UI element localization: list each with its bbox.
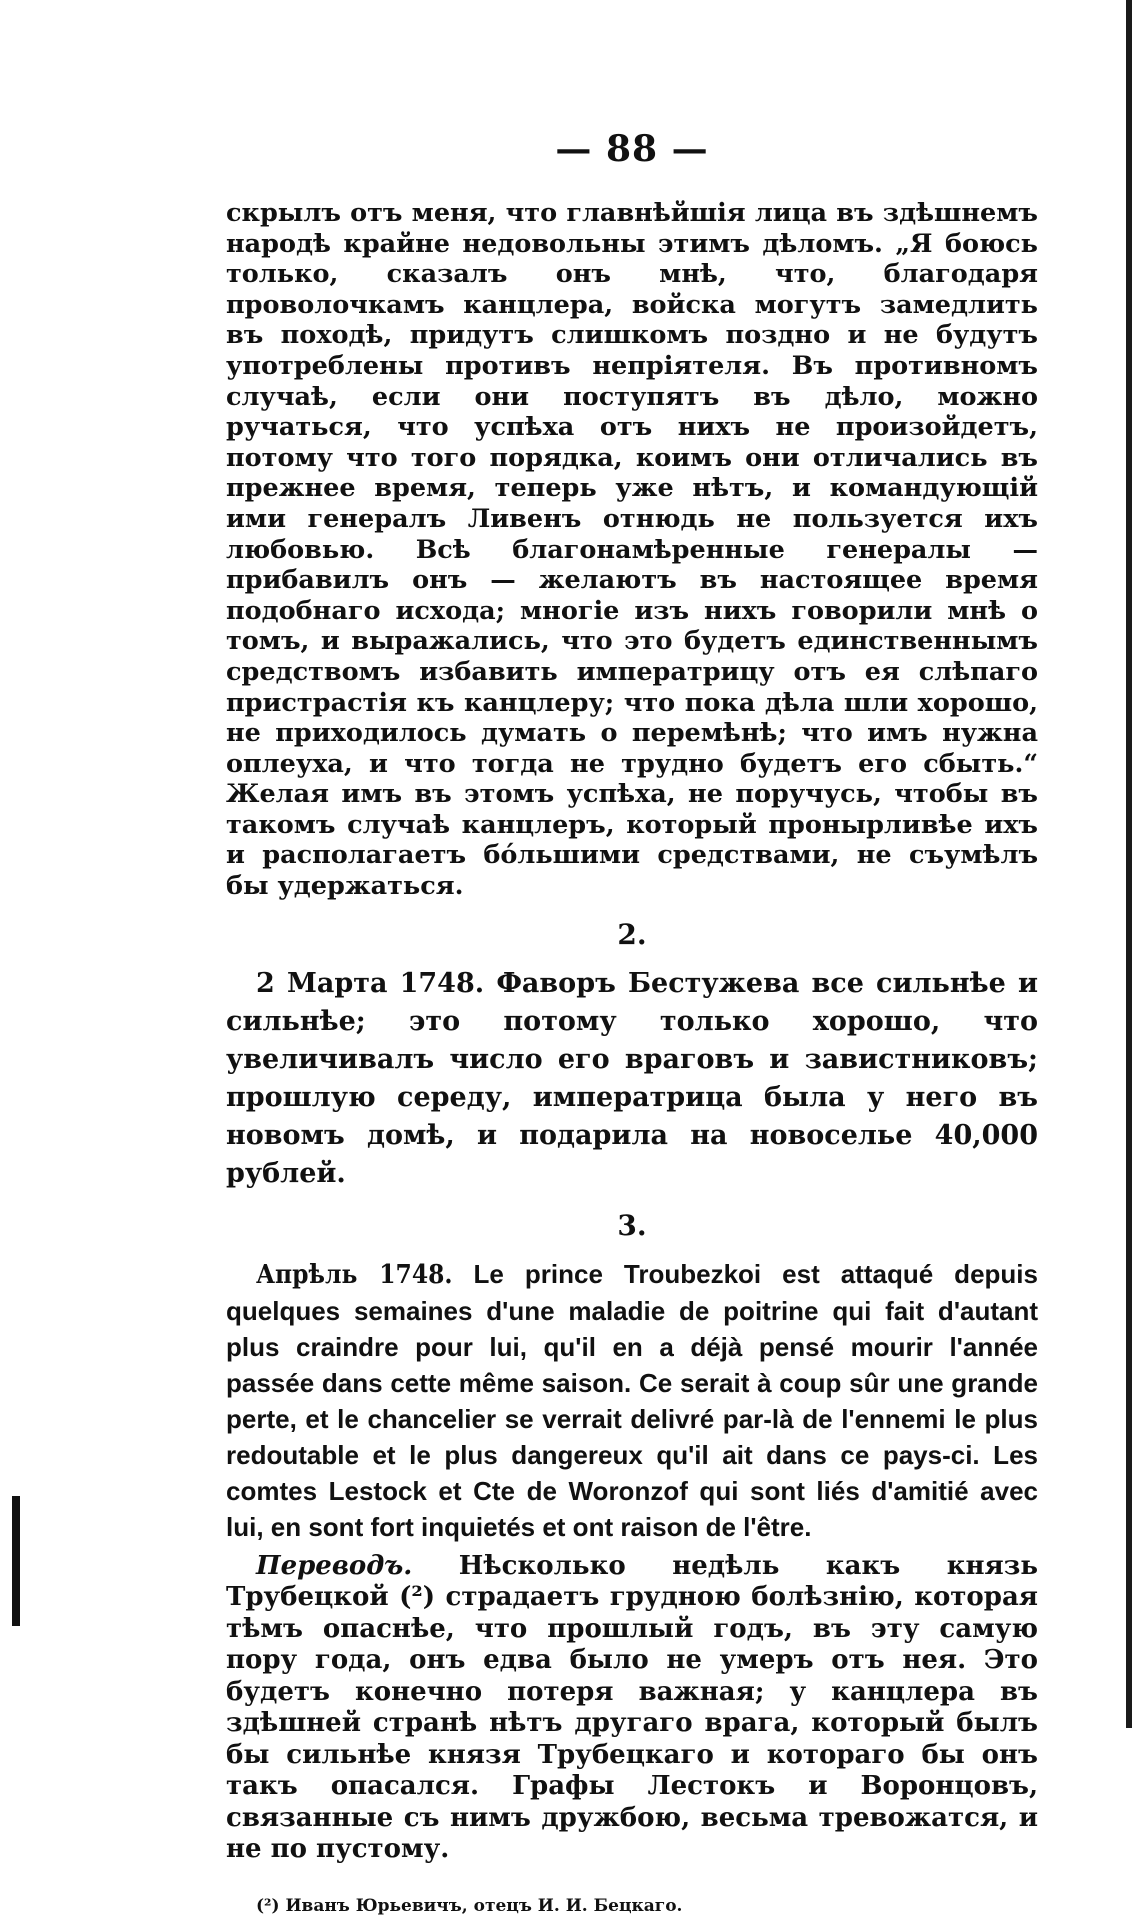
entry-date: Апрѣль 1748. (256, 1259, 453, 1290)
section-number-3: 3. (617, 1208, 647, 1242)
section-number-2: 2. (617, 917, 647, 951)
french-text: Le prince Troubezkoi est attaqué depuis quelques semaines d'une maladie de poitrine qui fait d'autant plus craindre pour lui, qu'il en a déjà pensé mourir l'année passée dans cette même saison. Ce serait à coup sûr une grande perte, et le chancelier se verrait delivré par-là de l'ennemi le plus redoutable et le plus dangereux qu'il ait dans ce pays-ci. Les comtes Lestock et Cte de Woronzof qui sont liés d'amitié avec lui, en sont fort inquietés et ont raison de l'être. (226, 1258, 1038, 1542)
page-number: — 88 — (555, 128, 709, 170)
entry-date: 2 Марта 1748. (256, 967, 485, 999)
translation-label: Переводъ. (256, 1550, 413, 1581)
footnote: (²) Иванъ Юрьевичъ, отецъ И. И. Бецкаго. (256, 1895, 683, 1916)
translation-paragraph (226, 1551, 1038, 1866)
book-page (226, 128, 1038, 1916)
entry-april-1748-french (226, 1256, 1038, 1545)
scan-margin-mark (12, 1496, 20, 1626)
paragraph-continued: скрылъ отъ меня, что главнѣйшія лица въ здѣшнемъ народѣ крайне недовольны этимъ дѣломъ. „Я боюсь только, сказалъ онъ мнѣ, что, благодаря проволочкамъ канцлера, войска могутъ замедлить въ походѣ, придутъ слишкомъ поздно и не будутъ употреблены противъ непріятеля. Въ противномъ случаѣ, если они поступятъ въ дѣло, можно ручаться, что успѣха отъ нихъ не произойдетъ, потому что того порядка, коимъ они отличались въ прежнее время, теперь уже нѣтъ, и командующій ими генералъ Ливенъ отнюдь не пользуется ихъ любовью. Всѣ благонамѣренные генералы — прибавилъ онъ — желаютъ въ настоящее время подобнаго исхода; многіе изъ нихъ говорили мнѣ о томъ, и выражались, что это будетъ единственнымъ средствомъ избавить императрицу отъ ея слѣпаго пристрастія къ канцлеру; что пока дѣла шли хорошо, не приходилось думать о перемѣнѣ; что имъ нужна оплеуха, и что тогда не трудно будетъ его сбыть.“ Желая имъ въ этомъ успѣха, не поручусь, чтобы въ такомъ случаѣ канцлеръ, который пронырливѣе ихъ и располагаетъ бо́льшими средствами, не съумѣлъ бы удержаться. (226, 198, 1038, 902)
entry-march-1748 (226, 965, 1038, 1193)
page-edge-shadow (1126, 0, 1132, 1728)
translation-text: Нѣсколько недѣль какъ князь Трубецкой (²) страдаетъ грудною болѣзнію, которая тѣмъ опаснѣе, что прошлый годъ, въ эту самую пору года, онъ едва было не умеръ отъ нея. Это будетъ конечно потеря важная; у канцлера въ здѣшней странѣ нѣтъ другаго врага, который былъ бы сильнѣе князя Трубецкаго и котораго бы онъ такъ опасался. Графы Лестокъ и Воронцовъ, связанные съ нимъ дружбою, весьма тревожатся, и не по пустому. (226, 1550, 1038, 1865)
entry-text: Фаворъ Бестужева все сильнѣе и сильнѣе; это потому только хорошо, что увеличивалъ число его враговъ и завистниковъ; прошлую середу, императрица была у него въ новомъ домѣ, и подарила на новоселье 40,000 рублей. (226, 967, 1038, 1189)
